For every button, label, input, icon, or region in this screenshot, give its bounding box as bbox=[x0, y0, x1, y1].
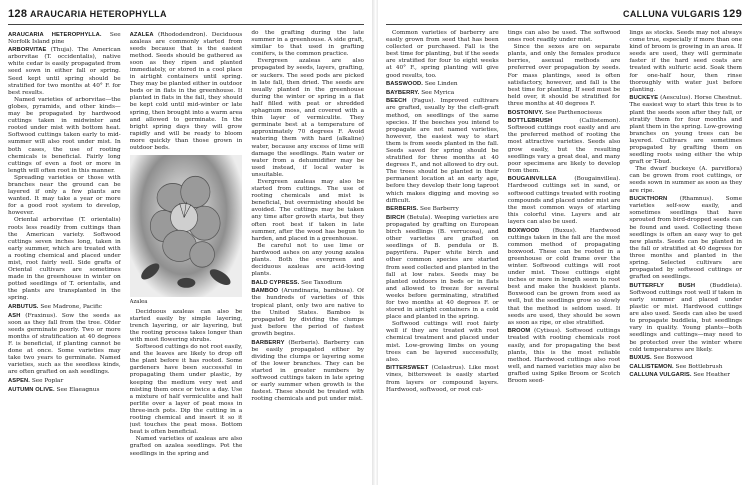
entry-headword: ARBORVITAE bbox=[8, 47, 47, 54]
entry-text: (Fagus). Improved cultivars are grafted, usually by the cleft-graft method, on seedlings of the same species. If the beeches you intend to propagate are not named varieties, however, the easiest way to start them is from seeds planted in the fall. Seeds saved for spring should be stratified for three months at 40 degrees F., and not allowed to dry out. The trees should be planted in their permanent location at an early age, before they develop their long taproot which makes digging and moving so difficult. bbox=[386, 98, 499, 204]
entry-headword: BUCKTHORN bbox=[629, 196, 668, 203]
entry-headword: BITTERSWEET bbox=[386, 365, 429, 372]
right-page-columns bbox=[386, 30, 742, 481]
entry-headword: BIRCH bbox=[386, 214, 405, 221]
entry-text: (Fraxinus). Sow the seeds as soon as they fall from the tree. Older seeds germinate poorly. Two or more months of stratification at 40 degrees F. is beneficial, if planting cannot be done at once. Some varieties may take two years to germinate. Named varieties, such as the seedless kinds, are often grafted on ash seedlings. bbox=[8, 312, 121, 376]
azalea-flower-illustration bbox=[130, 155, 243, 297]
dictionary-entry bbox=[8, 313, 121, 377]
entry-headword: ASPEN. bbox=[8, 378, 31, 384]
entry-text: See Myrica bbox=[421, 89, 455, 96]
body-paragraph bbox=[8, 97, 121, 175]
entry-headword: BOTTLEBRUSH bbox=[507, 118, 553, 125]
entry-headword: BROOM bbox=[507, 328, 531, 335]
entry-headword: BUCKEYE bbox=[629, 95, 659, 102]
entry-headword: BUXUS. bbox=[629, 355, 652, 362]
text-column bbox=[386, 30, 499, 481]
entry-text: Softwood cuttings will root fairly well if they are treated with root chemical treatment and placed under mist. Low-growing limbs on young trees can be layered successfully, also. bbox=[386, 321, 499, 363]
dictionary-entry bbox=[251, 280, 364, 287]
entry-text: (Buxus). Hardwood cuttings taken in the fall are the most common method of propagating boxwood. These can be rooted in a greenhouse or cold frame over the winter. Softwood cuttings will root under mist. Those cuttings eight inches or more in length seem to root best and make the huskiest plants. Boxwood can be grown from seed as well, but the seedlings grow so slowly that the method is seldom used. If seeds are used, they should be sown as soon as ripe, or else stratified. bbox=[507, 227, 621, 326]
entry-headword: ARBUTUS. bbox=[8, 304, 39, 311]
entry-headword: BOUGAINVILLEA bbox=[507, 176, 557, 183]
entry-headword: CALLISTEMON. bbox=[629, 363, 674, 370]
entry-headword: BAYBERRY. bbox=[386, 89, 420, 96]
entry-text: Be careful not to use lime or hardwood ashes on any young azalea plants. Both the evergreen and deciduous azaleas are acid-loving plants. bbox=[251, 242, 365, 278]
entry-text: The dwarf buckeye (A. parviflora) can be grown from root cuttings, or seeds sown in summer as soon as they are ripe. bbox=[629, 166, 743, 194]
entry-headword: BOXWOOD bbox=[507, 227, 540, 234]
entry-text: See Poplar bbox=[31, 378, 64, 384]
entry-text: See Norfolk Island pine bbox=[8, 31, 121, 45]
entry-text: Oriental arborvitae (T. orientalis) roots less readily from cuttings than the American variety. Softwood cuttings seven inches long, taken in early summer, which are treated with a rooting chemical and placed under mist, root fairly well. Side grafts of Oriental cultivars are sometimes made in the greenhouse in winter on potted seedlings of T. orientalis, and the plants are transplanted in the spring. bbox=[8, 217, 121, 302]
running-head-left bbox=[8, 8, 364, 24]
entry-text: (Rhododendron). Deciduous azaleas are commonly started from seeds because that is the easiest method. Seeds should be gathered as soon as they ripen and planted immediately, or stored in a cool place in airtight containers until spring. They may be planted either in outdoor beds or in flats in the greenhouse. If planted in flats in the fall, they should be kept cold until mid-winter or late spring, then brought into a warm area and allowed to germinate. In the bright spring days they will grow rapidly and will be ready to bloom more quickly than those grown in outdoor beds. bbox=[129, 31, 243, 151]
entry-text: Named varieties of azaleas are also grafted on azalea seedlings. Pot the seedlings in the spring and bbox=[129, 436, 243, 457]
entry-headword: BUTTERFLY BUSH bbox=[629, 282, 696, 289]
entry-text: (Thuja). The American arborvitae (T. occidentalis), native white cedar is easily propagated from seed sown in either fall or spring. Seed kept until spring should be stratified for two months at 40° F. for best results. bbox=[8, 47, 121, 96]
dictionary-entry bbox=[251, 340, 364, 404]
entry-text: See Heather bbox=[693, 372, 730, 379]
entry-text: Since the sexes are on separate plants, and only the females produce berries, asexual methods are preferred over propagation by seeds. For mass plantings, seed is often satisfactory, however, and fall is the best time for planting. If seed must be held over, it should be stratified for three months at 40 degrees F. bbox=[507, 44, 621, 107]
text-column bbox=[629, 30, 742, 481]
body-paragraph bbox=[508, 44, 621, 108]
running-head-right bbox=[386, 8, 742, 24]
body-paragraph bbox=[130, 436, 243, 457]
body-paragraph bbox=[251, 30, 364, 58]
entry-text: Evergreen azaleas are also propagated by seeds, layers, grafting, or suckers. The seed pods are picked in late fall, then dried. The seeds are usually planted in the greenhouse during the winter or spring in a flat half filled with peat or shredded sphagnum moss, and covered with a thin layer of vermiculite. They germinate best at a temperature of approximately 70 degrees F. Avoid watering them with hard (alkaline) water, because any excess of lime will damage the seedlings. Rain water or water from a dehumidifier may be used instead, if local water is unsuitable. bbox=[251, 58, 365, 178]
left-page bbox=[0, 0, 372, 485]
dictionary-entry bbox=[508, 328, 621, 385]
body-paragraph bbox=[8, 175, 121, 218]
entry-text: (Callistemon). Softwood cuttings root easily and are the preferred method of rooting the most attractive varieties. Seeds also grow easily, but the resulting seedlings vary a great deal, and many poor specimens are likely to develop from them. bbox=[507, 118, 621, 174]
entry-text: (Cytisus). Softwood cuttings treated with rooting chemicals root easily, and for propagating the best plants, this is the most reliable method. Hardwood cuttings also root well, and named varieties may also be grafted using Spike Broom or Scotch Broom seed- bbox=[507, 328, 621, 384]
entry-text: See Bottlebrush bbox=[675, 363, 723, 370]
dictionary-entry bbox=[629, 355, 742, 362]
dictionary-entry bbox=[8, 304, 121, 311]
dictionary-entry bbox=[8, 387, 121, 394]
body-paragraph bbox=[8, 217, 121, 302]
dictionary-entry bbox=[508, 176, 621, 226]
dictionary-entry bbox=[508, 110, 621, 117]
dictionary-entry bbox=[386, 206, 499, 213]
dictionary-entry bbox=[386, 98, 499, 204]
dictionary-entry bbox=[8, 32, 121, 46]
header-rule-left bbox=[8, 24, 364, 25]
entry-text: (Arundinaria, bambusa). Of the hundreds of varieties of this tropical plant, only two are native to the United States. Bamboo is propagated by dividing the clumps just before the period of fastest growth begins. bbox=[251, 288, 365, 337]
entry-text: Softwood cuttings do not root easily, and the leaves are likely to drop off the plant before it has rooted. Some gardeners have been successful in propagating them under plastic, by keeping the medium very wet and misting them once or twice a day. Use a mixture of half vermiculite and half perlite over a layer of peat moss in three-inch pots. Dip the cutting in a rooting chemical and insert it so it just touches the peat moss. Bottom heat is often beneficial. bbox=[129, 344, 243, 436]
page-number-right: 129 bbox=[722, 8, 742, 20]
page-number-left: 128 bbox=[8, 8, 28, 20]
entry-text: (Buddleia). Softwood cuttings root well if taken in early summer and placed under plastic or mist. Hardwood cuttings are also used. Seeds can also be used to propagate buddleia, but seedlings vary in quality. Young plants—both seedlings and cuttings—may need to be protected over the winter where cold temperatures are likely. bbox=[629, 282, 743, 353]
entry-text: (Bougainvillea). Hardwood cuttings set in sand, or softwood cuttings treated with rooting compounds and placed under mist are the most common ways of starting this colorful vine. Layers and air layers can also be used. bbox=[507, 176, 621, 225]
entry-headword: AUTUMN OLIVE. bbox=[8, 386, 55, 393]
entry-text: See Barberry bbox=[420, 206, 459, 213]
entry-headword: BALD CYPRESS. bbox=[251, 279, 300, 286]
entry-headword: BARBERRY bbox=[251, 339, 285, 346]
text-column bbox=[130, 30, 243, 481]
dictionary-entry bbox=[386, 81, 499, 88]
dictionary-entry bbox=[251, 288, 364, 338]
entry-headword: BOSTONIVY. bbox=[507, 109, 544, 116]
dictionary-entry bbox=[629, 372, 742, 379]
body-paragraph bbox=[386, 30, 499, 80]
dictionary-entry bbox=[629, 95, 742, 166]
entry-text: See Boxwood bbox=[653, 355, 693, 362]
entry-text: Named varieties of arborvitae—the globes, pyramids, and other kinds—may be propagated by hardwood cuttings taken in midwinter and rooted under mist with bottom heat. Softwood cuttings taken early to mid-summer will also root under mist. In both cases, the use of rooting chemicals is beneficial. Fairly long cuttings of even a foot or more in length will often root in this manner. bbox=[8, 96, 121, 174]
right-page bbox=[378, 0, 750, 485]
text-column bbox=[508, 30, 621, 481]
text-column bbox=[8, 30, 121, 481]
entry-text: (Celastrus). Like most vines, bittersweet is easily started from layers or compound layers. Hardwood, softwood, or root cut- bbox=[386, 365, 499, 393]
dictionary-entry bbox=[8, 47, 121, 97]
entry-text: (Aesculus). Horse Chestnut. The easiest way to start this tree is to plant the seeds soon after they fall, or stratify them for four months and plant them in the spring. Low-growing branches on young trees can be layered. Cultivars are sometimes propagated by grafting them on seedling roots using either the whip graft or T-bud. bbox=[629, 95, 743, 166]
dictionary-entry bbox=[130, 32, 243, 153]
body-paragraph bbox=[130, 344, 243, 436]
entry-headword: ASH bbox=[8, 312, 21, 319]
entry-text: See Parthenocissus bbox=[545, 109, 602, 116]
body-paragraph bbox=[130, 309, 243, 344]
entry-text: Evergreen azaleas may also be started from cuttings. The use of rooting chemicals and mist is beneficial, but overmisting should be avoided. The cuttings may be taken any time after growth starts, but they often root best if taken in late summer, after the wood has begun to harden, and placed in a greenhouse. bbox=[251, 178, 365, 242]
left-page-columns bbox=[8, 30, 364, 481]
dictionary-entry bbox=[629, 196, 742, 281]
entry-text: See Linden bbox=[424, 81, 458, 88]
body-paragraph bbox=[251, 179, 364, 243]
body-paragraph bbox=[251, 243, 364, 278]
entry-text: (Betula). Weeping varieties are propagated by grafting on European birch seedlings (B. verrucosa), and other varieties are grafted on seedlings of B. pendula or B. papyrifera. Paper white birch and other common species are started from seed collected and planted in the fall at low rates. Seeds may be planted outdoors in beds or in flats and allowed to freeze for several weeks before germinating, stratified for two months at 40 degrees F. or stored in airtight containers in a cold place and planted in the spring. bbox=[386, 214, 499, 321]
dictionary-entry bbox=[386, 365, 499, 393]
entry-text: See Madrone, Pacific bbox=[40, 304, 103, 311]
entry-text: Spreading varieties or those with branches near the ground can be layered if only a few plants are wanted. It may take a year or more for a good root system to develop, however. bbox=[8, 174, 121, 217]
entry-headword: CALLUNA VULGARIS. bbox=[629, 372, 692, 379]
entry-text: Common varieties of barberry are easily grown from seed that has been collected or purchased. Fall is the best time for planting, but if the seeds are stratified for four to eight weeks at 40° F., spring planting will give good results, too. bbox=[386, 30, 499, 79]
entry-text: (Berberis). Barberry can be easily propagated either by dividing the clumps or layering some of the lower branches. They can be started in greater numbers by softwood cuttings taken in late spring or early summer when growth is the fastest. These should be treated with rooting chemicals and put under mist. bbox=[251, 339, 365, 403]
body-paragraph bbox=[629, 166, 742, 194]
dictionary-entry bbox=[508, 118, 621, 175]
text-column bbox=[251, 30, 364, 481]
azalea-photo bbox=[130, 155, 243, 297]
running-title-left: ARAUCARIA HETEROPHYLLA bbox=[30, 9, 167, 19]
dictionary-entry bbox=[508, 228, 621, 327]
dictionary-entry bbox=[629, 364, 742, 371]
header-rule-right bbox=[386, 24, 742, 25]
dictionary-entry bbox=[8, 378, 121, 385]
entry-text: do the grafting during the late summer in a greenhouse. A side graft, similar to that used in grafting conifers, is the common practice. bbox=[251, 30, 365, 58]
body-paragraph bbox=[508, 30, 621, 44]
body-paragraph bbox=[386, 321, 499, 364]
entry-headword: BAMBOO bbox=[251, 288, 279, 295]
dictionary-entry bbox=[386, 215, 499, 321]
entry-text: Deciduous azaleas can also be started easily by simple layering, trench layering, or air layering, but the rooting process takes longer than with most flowering shrubs. bbox=[129, 308, 243, 343]
entry-text: tings can also be used. The softwood ones root readily under mist. bbox=[507, 30, 621, 44]
body-paragraph bbox=[629, 30, 742, 94]
body-paragraph bbox=[251, 58, 364, 179]
entry-headword: ARAUCARIA HETEROPHYLLA. bbox=[8, 31, 102, 38]
entry-text: See Taxodium bbox=[301, 279, 342, 286]
entry-headword: BEECH bbox=[386, 98, 407, 105]
entry-text: lings as stocks. Seeds may not always come true, especially if more than one kind of broom is growing in an area. If seeds are used, they will germinate faster if the hard seed coats are treated with sulfuric acid. Soak them for one-half hour, then rinse thoroughly with water just before planting. bbox=[629, 30, 743, 93]
entry-headword: AZALEA bbox=[129, 31, 154, 38]
entry-headword: BERBERIS. bbox=[386, 206, 419, 213]
running-title-right: CALLUNA VULGARIS bbox=[623, 9, 720, 19]
entry-text: See Elaeagnus bbox=[56, 386, 100, 393]
figure-caption: Azalea bbox=[129, 299, 148, 306]
entry-headword: BASSWOOD. bbox=[386, 81, 423, 88]
dictionary-entry bbox=[629, 283, 742, 354]
entry-text: (Rhamnus). Some varieties self-sow easily, and sometimes seedlings that have sprouted from bird-dropped seeds can be found and used. Collecting these seedlings is often an easy way to get new plants. Seeds can be planted in the fall or stratified at 40 degrees for three months and planted in the spring. Selected cultivars are propagated by softwood cuttings or grafted on seedlings. bbox=[629, 196, 743, 281]
dictionary-entry bbox=[386, 90, 499, 97]
